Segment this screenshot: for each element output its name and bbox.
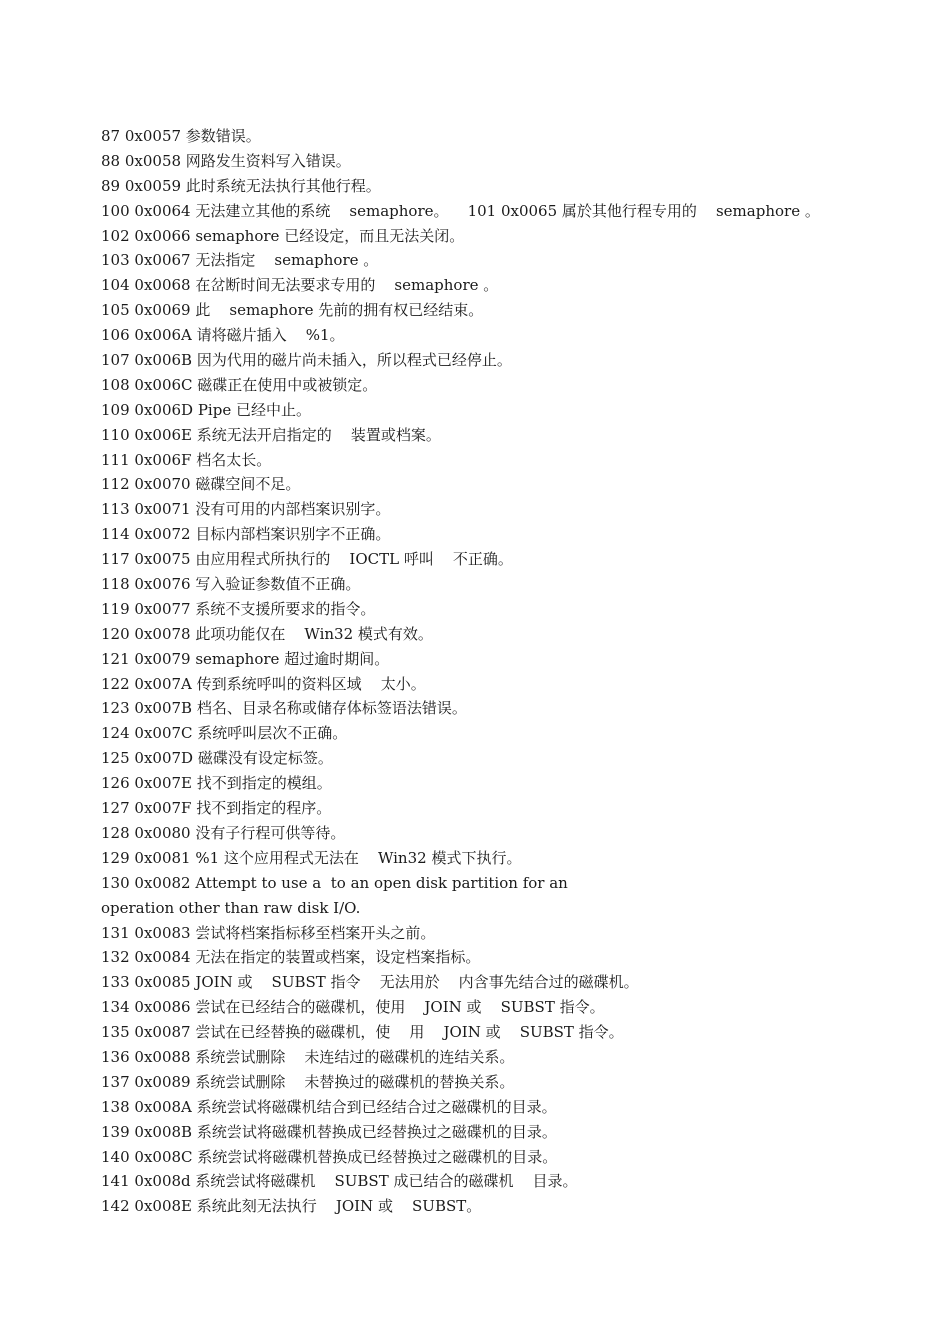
text-line: 136 0x0088 系统尝试删除 未连结过的磁碟机的连结关系。 bbox=[101, 1047, 515, 1066]
text-line: 142 0x008E 系统此刻无法执行 JOIN 或 SUBST。 bbox=[101, 1197, 482, 1216]
text-line: 123 0x007B 档名、目录名称或储存体标签语法错误。 bbox=[101, 699, 467, 718]
text-line: 140 0x008C 系统尝试将磁碟机替换成已经替换过之磁碟机的目录。 bbox=[101, 1147, 558, 1166]
text-line: 107 0x006B 因为代用的磁片尚未插入，所以程式已经停止。 bbox=[101, 351, 512, 370]
text-line: 126 0x007E 找不到指定的模组。 bbox=[101, 774, 332, 793]
text-line: 134 0x0086 尝试在已经结合的磁碟机，使用 JOIN 或 SUBST 指令。 bbox=[101, 998, 605, 1017]
text-line: 137 0x0089 系统尝试删除 未替换过的磁碟机的替换关系。 bbox=[101, 1072, 515, 1091]
text-line: 113 0x0071 没有可用的内部档案识别字。 bbox=[101, 500, 391, 519]
text-line: 128 0x0080 没有子行程可供等待。 bbox=[101, 823, 346, 842]
text-line: 119 0x0077 系统不支援所要求的指令。 bbox=[101, 599, 376, 618]
text-line: 102 0x0066 semaphore 已经设定，而且无法关闭。 bbox=[101, 226, 465, 245]
text-line: 109 0x006D Pipe 已经中止。 bbox=[101, 400, 311, 419]
text-line: 131 0x0083 尝试将档案指标移至档案开头之前。 bbox=[101, 923, 436, 942]
text-line: 121 0x0079 semaphore 超过逾时期间。 bbox=[101, 649, 390, 668]
text-line: 100 0x0064 无法建立其他的系统 semaphore。 101 0x0065 属於其他行程专用的 semaphore 。 bbox=[101, 201, 820, 220]
text-line: 88 0x0058 网路发生资料写入错误。 bbox=[101, 151, 351, 170]
text-line: 129 0x0081 %1 这个应用程式无法在 Win32 模式下执行。 bbox=[101, 848, 522, 867]
text-line: operation other than raw disk I/O. bbox=[101, 898, 361, 917]
text-line: 87 0x0057 参数错误。 bbox=[101, 127, 261, 145]
text-line: 120 0x0078 此项功能仅在 Win32 模式有效。 bbox=[101, 624, 433, 643]
text-line: 110 0x006E 系统无法开启指定的 装置或档案。 bbox=[101, 425, 441, 444]
text-line: 124 0x007C 系统呼叫层次不正确。 bbox=[101, 724, 348, 743]
text-line: 105 0x0069 此 semaphore 先前的拥有权已经结束。 bbox=[101, 301, 484, 320]
text-line: 135 0x0087 尝试在已经替换的磁碟机，使 用 JOIN 或 SUBST 指令。 bbox=[101, 1023, 624, 1042]
text-line: 127 0x007F 找不到指定的程序。 bbox=[101, 799, 332, 818]
text-line: 112 0x0070 磁碟空间不足。 bbox=[101, 475, 301, 494]
text-line: 106 0x006A 请将磁片插入 %1。 bbox=[101, 326, 345, 345]
text-line: 139 0x008B 系统尝试将磁碟机替换成已经替换过之磁碟机的目录。 bbox=[101, 1122, 557, 1141]
text-line: 103 0x0067 无法指定 semaphore 。 bbox=[101, 251, 379, 270]
text-line: 125 0x007D 磁碟没有设定标签。 bbox=[101, 749, 333, 768]
text-line: 104 0x0068 在岔断时间无法要求专用的 semaphore 。 bbox=[101, 276, 499, 295]
text-line: 132 0x0084 无法在指定的装置或档案，设定档案指标。 bbox=[101, 948, 481, 967]
text-line: 111 0x006F 档名太长。 bbox=[101, 450, 272, 469]
text-line: 117 0x0075 由应用程式所执行的 IOCTL 呼叫 不正确。 bbox=[101, 550, 513, 569]
text-line: 133 0x0085 JOIN 或 SUBST 指令 无法用於 内含事先结合过的磁碟机。 bbox=[101, 973, 639, 992]
text-line: 118 0x0076 写入验证参数值不正确。 bbox=[101, 575, 361, 594]
text-line: 108 0x006C 磁碟正在使用中或被锁定。 bbox=[101, 375, 378, 394]
error-code-list bbox=[101, 124, 881, 1219]
text-line: 122 0x007A 传到系统呼叫的资料区域 太小。 bbox=[101, 674, 426, 693]
text-line: 114 0x0072 目标内部档案识别字不正确。 bbox=[101, 525, 391, 544]
text-line: 89 0x0059 此时系统无法执行其他行程。 bbox=[101, 176, 381, 195]
text-line: 141 0x008d 系统尝试将磁碟机 SUBST 成已结合的磁碟机 目录。 bbox=[101, 1172, 578, 1191]
text-line: 138 0x008A 系统尝试将磁碟机结合到已经结合过之磁碟机的目录。 bbox=[101, 1097, 557, 1116]
text-line: 130 0x0082 Attempt to use a to an open disk partition for an bbox=[101, 873, 568, 892]
